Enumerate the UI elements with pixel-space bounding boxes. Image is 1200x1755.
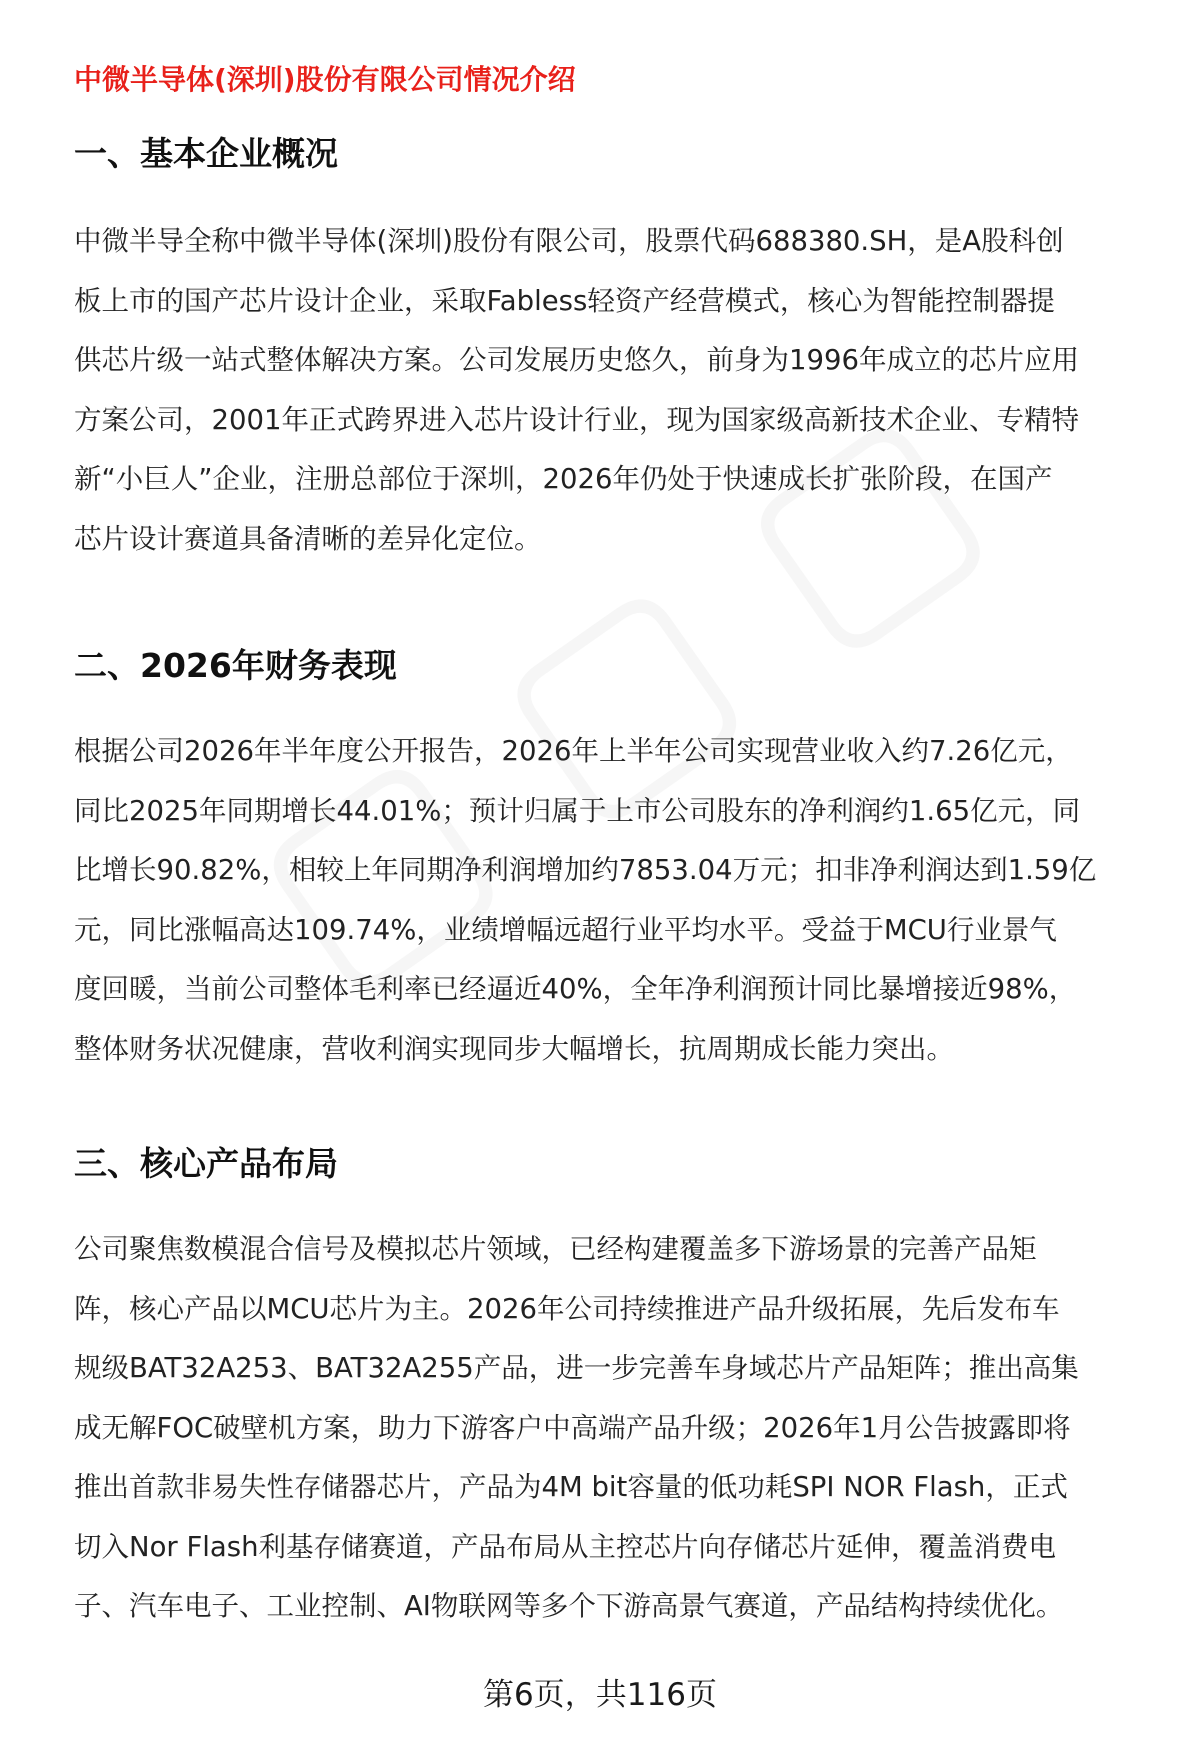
- section-heading-products: 三、核心产品布局: [74, 1144, 338, 1183]
- paragraph-line: 切入Nor Flash利基存储赛道，产品布局从主控芯片向存储芯片延伸，覆盖消费电: [74, 1530, 1057, 1563]
- section-body-overview: [74, 212, 1174, 569]
- paragraph-line: 供芯片级一站式整体解决方案。公司发展历史悠久，前身为1996年成立的芯片应用: [74, 344, 1079, 376]
- paragraph-line: 新“小巨人”企业，注册总部位于深圳，2026年仍处于快速成长扩张阶段，在国产: [74, 463, 1053, 495]
- paragraph-line: 比增长90.82%，相较上年同期净利润增加约7853.04万元；扣非净利润达到1.59亿: [74, 854, 1097, 886]
- paragraph-line: 阵，核心产品以MCU芯片为主。2026年公司持续推进产品升级拓展，先后发布车: [74, 1292, 1060, 1325]
- section-heading-overview: 一、基本企业概况: [74, 134, 338, 173]
- section-heading-financials: 二、2026年财务表现: [74, 646, 397, 685]
- paragraph-line: 推出首款非易失性存储器芯片，产品为4M bit容量的低功耗SPI NOR Flash，正式: [74, 1471, 1068, 1503]
- paragraph-line: 度回暖，当前公司整体毛利率已经逼近40%，全年净利润预计同比暴增接近98%，: [74, 973, 1077, 1005]
- paragraph-line: 中微半导全称中微半导体(深圳)股份有限公司，股票代码688380.SH，是A股科创: [74, 225, 1064, 257]
- paragraph-line: 整体财务状况健康，营收利润实现同步大幅增长，抗周期成长能力突出。: [74, 1032, 954, 1065]
- section-body-financials: [74, 722, 1174, 1079]
- paragraph-line: 方案公司，2001年正式跨界进入芯片设计行业，现为国家级高新技术企业、专精特: [74, 403, 1079, 436]
- page-number-footer: 第6页，共116页: [483, 1677, 717, 1713]
- paragraph-line: 根据公司2026年半年度公开报告，2026年上半年公司实现营业收入约7.26亿元，: [74, 735, 1073, 767]
- paragraph-line: 元，同比涨幅高达109.74%，业绩增幅远超行业平均水平。受益于MCU行业景气: [74, 913, 1057, 946]
- paragraph-line: 公司聚焦数模混合信号及模拟芯片领域，已经构建覆盖多下游场景的完善产品矩: [74, 1233, 1037, 1265]
- document-title: 中微半导体(深圳)股份有限公司情况介绍: [74, 63, 576, 96]
- paragraph-line: 芯片设计赛道具备清晰的差异化定位。: [74, 522, 542, 555]
- paragraph-line: 规级BAT32A253、BAT32A255产品，进一步完善车身域芯片产品矩阵；推出高集: [74, 1352, 1079, 1384]
- paragraph-line: 子、汽车电子、工业控制、AI物联网等多个下游高景气赛道，产品结构持续优化。: [74, 1590, 1064, 1622]
- section-body-products: [74, 1220, 1174, 1637]
- paragraph-line: 板上市的国产芯片设计企业，采取Fabless轻资产经营模式，核心为智能控制器提: [74, 284, 1055, 317]
- paragraph-line: 同比2025年同期增长44.01%；预计归属于上市公司股东的净利润约1.65亿元，同: [74, 794, 1081, 827]
- paragraph-line: 成无解FOC破壁机方案，助力下游客户中高端产品升级；2026年1月公告披露即将: [74, 1411, 1071, 1444]
